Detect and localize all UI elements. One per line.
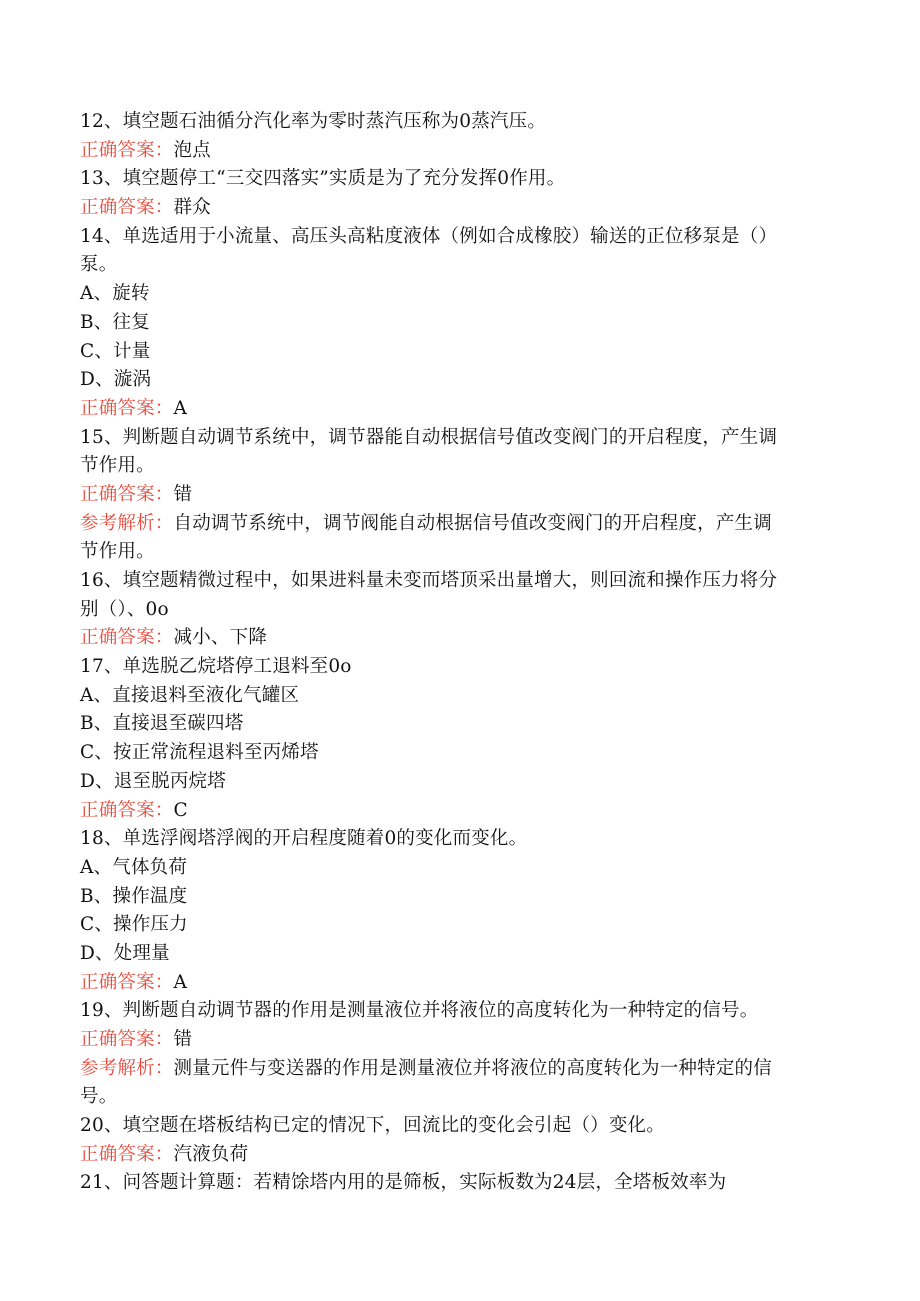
question-16-line-1: 16、填空题精微过程中，如果进料量未变而塔顶采出量增大，则回流和操作压力将分 (80, 570, 778, 591)
option-a: A、旋转 (80, 283, 150, 305)
question-17: 17、单选脱乙烷塔停工退料至0o (80, 656, 352, 678)
answer-18 (80, 969, 840, 998)
answer-value: 错 (173, 1029, 193, 1050)
analysis-label: 参考解析： (80, 1057, 174, 1079)
question-15-line-2: 节作用。 (80, 455, 155, 477)
question-13: 13、填空题停工“三交四落实”实质是为了充分发挥0作用。 (80, 168, 566, 190)
answer-20 (80, 1141, 840, 1170)
answer-label: 正确答案： (80, 799, 174, 821)
option-a: A、气体负荷 (80, 856, 188, 878)
answer-17 (80, 797, 840, 826)
answer-label: 正确答案： (80, 397, 174, 419)
answer-label: 正确答案： (80, 971, 174, 993)
answer-12 (80, 137, 840, 166)
option-b: B、往复 (80, 311, 150, 333)
option-d: D、退至脱丙烷塔 (80, 770, 226, 792)
answer-label: 正确答案： (80, 483, 174, 505)
answer-value: A (173, 397, 188, 419)
question-21: 21、问答题计算题：若精馀塔内用的是筛板，实际板数为24层，全塔板效率为 (80, 1172, 727, 1194)
answer-value: 汽液负荷 (173, 1143, 249, 1165)
question-19: 19、判断题自动调节器的作用是测量液位并将液位的高度转化为一种特定的信号。 (80, 1000, 759, 1022)
analysis-value: 自动调节系统中，调节阀能自动根据信号值改变阀门的开启程度，产生调 (173, 512, 772, 534)
option-d: D、漩涡 (80, 369, 152, 391)
answer-label: 正确答案： (80, 1029, 174, 1050)
option-d: D、处理量 (80, 942, 170, 964)
analysis-value: 测量元件与变送器的作用是测量液位并将液位的高度转化为一种特定的信 (173, 1057, 772, 1079)
answer-value: 减小、下降 (173, 627, 268, 649)
answer-value: C (173, 799, 188, 821)
question-14-line-2: 泵。 (80, 254, 118, 276)
option-c: C、按正常流程退料至丙烯塔 (80, 742, 319, 764)
option-c: C、操作压力 (80, 914, 188, 936)
answer-16 (80, 624, 840, 653)
answer-14 (80, 395, 840, 424)
answer-label: 正确答案： (80, 1143, 174, 1165)
option-b: B、操作温度 (80, 885, 188, 907)
question-15-line-1: 15、判断题自动调节系统中，调节器能自动根据信号值改变阀门的开启程度，产生调 (80, 426, 778, 448)
answer-label: 正确答案： (80, 139, 174, 161)
answer-label: 正确答案： (80, 627, 174, 649)
question-16-line-2: 别（）、0o (80, 598, 169, 620)
analysis-15-line-1 (80, 510, 840, 539)
answer-value: A (173, 971, 188, 993)
question-18: 18、单选浮阀塔浮阀的开启程度随着0的变化而变化。 (80, 828, 528, 850)
answer-value: 错 (173, 483, 193, 505)
answer-value: 泡点 (173, 139, 211, 161)
question-20: 20、填空题在塔板结构已定的情况下，回流比的变化会引起（）变化。 (80, 1115, 665, 1137)
answer-label: 正确答案： (80, 197, 174, 219)
option-a: A、直接退料至液化气罐区 (80, 684, 300, 706)
option-b: B、直接退至碳四塔 (80, 713, 244, 735)
answer-13 (80, 194, 840, 223)
analysis-15-line-2: 节作用。 (80, 541, 155, 563)
document-page (80, 108, 840, 1198)
answer-value: 群众 (173, 197, 211, 219)
question-14-line-1: 14、单选适用于小流量、高压头高粘度液体（例如合成橡胶）输送的正位移泵是（） (80, 225, 778, 247)
analysis-19-line-1 (80, 1055, 840, 1084)
question-12: 12、填空题石油循分汽化率为零时蒸汽压称为0蒸汽压。 (80, 111, 547, 132)
option-c: C、计量 (80, 340, 151, 362)
answer-19 (80, 1026, 840, 1055)
answer-15 (80, 481, 840, 510)
analysis-19-line-2: 号。 (80, 1086, 118, 1108)
analysis-label: 参考解析： (80, 512, 174, 534)
